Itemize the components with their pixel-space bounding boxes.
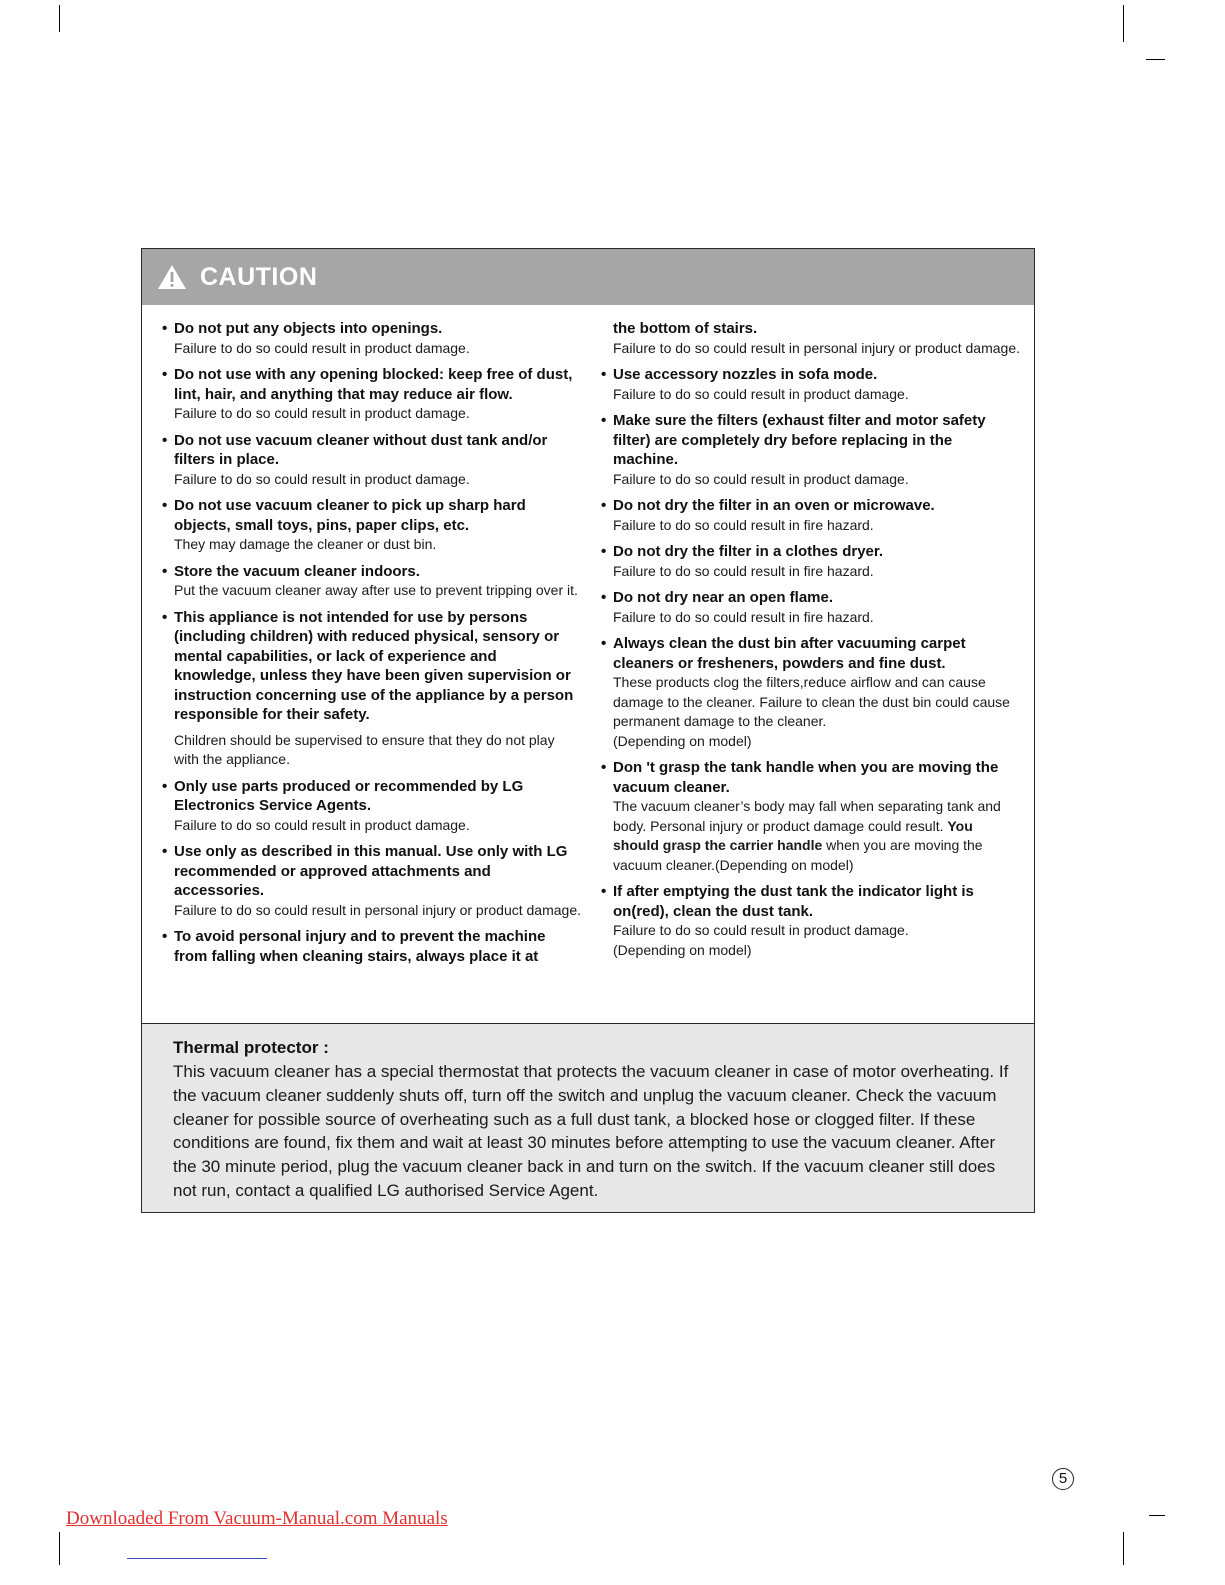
caution-item-title: Make sure the filters (exhaust filter and motor safety filter) are completely dry before replacing in the machine. (613, 412, 986, 468)
crop-mark (59, 5, 60, 32)
bullet: • (162, 366, 168, 383)
bullet: • (162, 320, 168, 337)
model-note: (Depending on model) (613, 732, 752, 749)
caution-item-body: Failure to do so could result in fire hazard. (613, 562, 874, 579)
bullet: • (162, 843, 168, 860)
caution-item-title: Store the vacuum cleaner indoors. (174, 562, 420, 580)
bullet: • (601, 497, 607, 514)
caution-item (162, 319, 582, 358)
caution-item-body: Failure to do so could result in product damage. (613, 385, 909, 402)
bullet: • (162, 608, 168, 626)
caution-title: CAUTION (200, 262, 318, 291)
caution-item-body: Failure to do so could result in product damage. (174, 470, 470, 487)
caution-item-body: Failure to do so could result in personal injury or product damage. (613, 339, 1020, 356)
caution-item-body (613, 797, 1021, 875)
caution-item-title: This appliance is not intended for use by persons (including children) with reduced physical, sensory or mental capabilities, or lack of experience and knowledge, unless they have been given supervision or instruction concerning use of the appliance by a person responsible for their safety. (174, 608, 574, 723)
caution-item-title: If after emptying the dust tank the indicator light is on(red), clean the dust tank. (613, 883, 974, 920)
caution-item-title: Use accessory nozzles in sofa mode. (613, 366, 878, 383)
caution-item-title: Do not dry near an open flame. (613, 589, 834, 606)
caution-item-body: Failure to do so could result in product damage. (174, 405, 470, 421)
caution-item (162, 608, 582, 770)
caution-item (162, 365, 582, 424)
caution-item (162, 562, 582, 601)
warning-icon (156, 263, 188, 291)
caution-item (601, 365, 1021, 404)
caution-item-title: Do not use with any opening blocked: keep free of dust, lint, hair, and anything that may reduce air flow. (174, 366, 573, 403)
caution-item-body: Failure to do so could result in product damage. (174, 339, 470, 356)
caution-item-title: Don 't grasp the tank handle when you are moving the vacuum cleaner. (613, 759, 999, 796)
caution-item (601, 542, 1021, 581)
caution-item-body: These products clog the filters,reduce airflow and can cause damage to the cleaner. Failure to clean the dust bin could cause permanent damage to the cleaner. (613, 674, 1010, 729)
footer-link-underline (127, 1558, 267, 1559)
caution-item (601, 496, 1021, 535)
bullet: • (601, 412, 607, 429)
caution-item-title: Do not dry the filter in an oven or microwave. (613, 497, 935, 514)
tank-handle-body-start: The vacuum cleaner’s body may fall when separating tank and body. Personal injury or product damage could result. (613, 798, 1001, 834)
caution-header (142, 249, 1034, 305)
crop-mark (1149, 1515, 1165, 1516)
caution-item-title: Only use parts produced or recommended by LG Electronics Service Agents. (174, 777, 524, 814)
caution-item-title: Do not use vacuum cleaner without dust tank and/or filters in place. (174, 431, 548, 468)
bullet: • (162, 562, 168, 580)
caution-item-body: They may damage the cleaner or dust bin. (174, 536, 437, 552)
caution-item (601, 634, 1021, 751)
bullet: • (601, 543, 607, 560)
caution-item (162, 927, 582, 966)
caution-item-body: Failure to do so could result in fire hazard. (613, 608, 874, 625)
caution-item-body: Failure to do so could result in product damage. (613, 922, 909, 938)
bullet: • (162, 431, 168, 449)
caution-item-body: Failure to do so could result in fire hazard. (613, 516, 874, 533)
bullet: • (162, 928, 168, 945)
tank-handle-body-bold: You should grasp the carrier handle (613, 817, 973, 853)
bullet: • (162, 777, 168, 795)
caution-item (162, 777, 582, 836)
caution-item-title: the bottom of stairs. (613, 320, 758, 337)
crop-mark (59, 1532, 60, 1565)
bullet: • (162, 497, 168, 514)
caution-item (601, 411, 1021, 489)
crop-mark (1123, 5, 1124, 42)
bullet: • (601, 883, 607, 900)
caution-item (162, 842, 582, 920)
caution-item-title: Do not use vacuum cleaner to pick up sharp hard objects, small toys, pins, paper clips, etc. (174, 497, 526, 534)
caution-item (162, 496, 582, 555)
caution-item-body: Failure to do so could result in product damage. (174, 816, 470, 833)
caution-item (601, 882, 1021, 960)
thermal-protector-box (142, 1023, 1034, 1212)
bullet: • (601, 635, 607, 652)
thermal-protector-title: Thermal protector : (173, 1038, 329, 1057)
caution-item-body: Failure to do so could result in personal injury or product damage. (174, 901, 581, 918)
caution-item (162, 431, 582, 490)
caution-item (601, 588, 1021, 627)
page-number: 5 (1052, 1468, 1074, 1490)
caution-item-title: To avoid personal injury and to prevent the machine from falling when cleaning stairs, always place it at (174, 928, 546, 965)
model-note: (Depending on model) (613, 941, 752, 958)
caution-panel (141, 248, 1035, 1213)
caution-right-column (601, 319, 1021, 967)
caution-item-title: Do not dry the filter in a clothes dryer. (613, 543, 884, 560)
caution-item-body: Put the vacuum cleaner away after use to prevent tripping over it. (174, 582, 578, 598)
caution-item-continuation (601, 319, 1021, 358)
tank-handle-body-end: when you are moving the vacuum cleaner.(Depending on model) (613, 837, 983, 873)
caution-left-column (162, 319, 582, 973)
bullet: • (601, 759, 607, 776)
crop-mark (1123, 1532, 1124, 1565)
caution-item-title: Do not put any objects into openings. (174, 320, 443, 337)
caution-item-title: Always clean the dust bin after vacuuming carpet cleaners or fresheners, powders and fine dust. (613, 635, 966, 672)
thermal-protector-body: This vacuum cleaner has a special thermostat that protects the vacuum cleaner in case of motor overheating. If the vacuum cleaner suddenly shuts off, turn off the switch and unplug the vacuum cleaner. Check the vacuum cleaner for possible source of overheating such as a full dust tank, a blocked hose or clogged filter. If these conditions are found, fix them and wait at least 30 minutes before attempting to use the vacuum cleaner. After the 30 minute period, plug the vacuum cleaner back in and turn on the switch. If the vacuum cleaner still does not run, contact a qualified LG authorised Service Agent. (173, 1062, 1009, 1200)
caution-item-body: Failure to do so could result in product damage. (613, 470, 909, 487)
caution-item-body: Children should be supervised to ensure that they do not play with the appliance. (174, 731, 555, 767)
bullet: • (601, 589, 607, 606)
download-source-link[interactable]: Downloaded From Vacuum-Manual.com Manuals (66, 1508, 448, 1529)
crop-mark (1146, 59, 1165, 60)
caution-item-title: Use only as described in this manual. Use only with LG recommended or approved attachments and accessories. (174, 843, 568, 899)
bullet: • (601, 366, 607, 383)
caution-item (601, 758, 1021, 875)
